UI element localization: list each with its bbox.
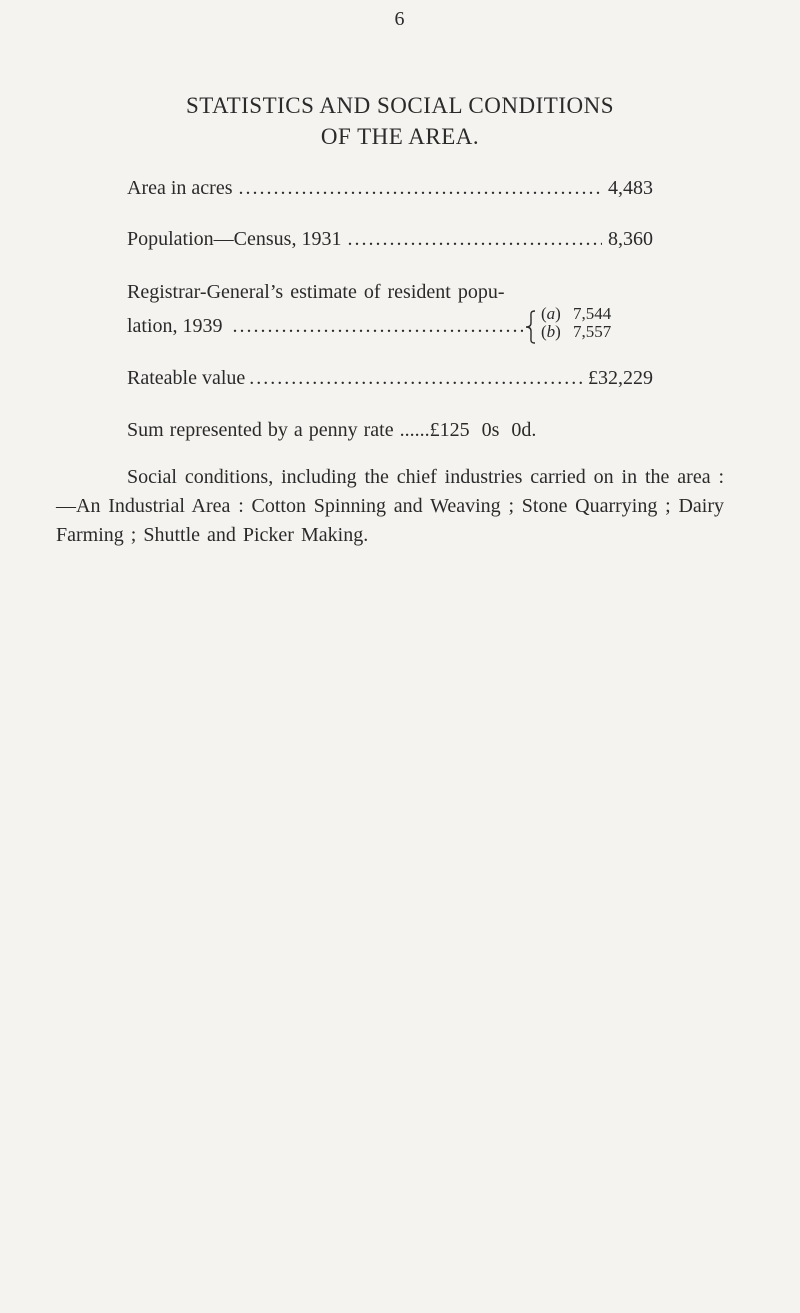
page-title: STATISTICS AND SOCIAL CONDITIONS	[186, 93, 614, 118]
brace-icon	[525, 310, 537, 344]
area-value: 4,483	[608, 177, 653, 199]
area-label: Area in acres	[127, 177, 233, 199]
estimate-a: (a) 7,544	[541, 304, 612, 323]
registrar-estimates	[541, 305, 611, 341]
page-number: 6	[394, 8, 406, 30]
estimate-b: (b) 7,557	[541, 322, 612, 341]
estimate-b-label: b	[546, 322, 556, 341]
dot-leader	[233, 315, 523, 338]
penny-rate-line: Sum represented by a penny rate ......£125 0s 0d.	[127, 419, 537, 441]
rateable-label: Rateable value	[127, 367, 246, 389]
rateable-value: £32,229	[588, 367, 653, 389]
dot-leader	[239, 177, 603, 200]
dot-leader	[347, 228, 602, 251]
dot-leader	[249, 367, 586, 390]
estimate-a-label: a	[546, 304, 556, 323]
population-label: Population—Census, 1931	[127, 228, 342, 250]
registrar-estimate-label: Registrar-General’s estimate of resident popu-	[127, 281, 505, 303]
population-value: 8,360	[608, 228, 653, 250]
area-row	[127, 177, 653, 207]
population-row	[127, 228, 653, 258]
rateable-row	[127, 367, 653, 397]
social-conditions-paragraph: Social conditions, including the chief industries carried on in the area :—An Industrial Area : Cotton Spinning and Weaving ; Stone Quarrying ; Dairy Farming ; Shuttle and Picker Making.	[56, 466, 724, 546]
registrar-year-label: lation, 1939	[127, 314, 223, 337]
estimate-b-value: 7,557	[573, 322, 612, 341]
registrar-estimate-row	[127, 306, 527, 346]
page-subtitle: OF THE AREA.	[320, 124, 480, 149]
estimate-a-value: 7,544	[573, 304, 612, 323]
